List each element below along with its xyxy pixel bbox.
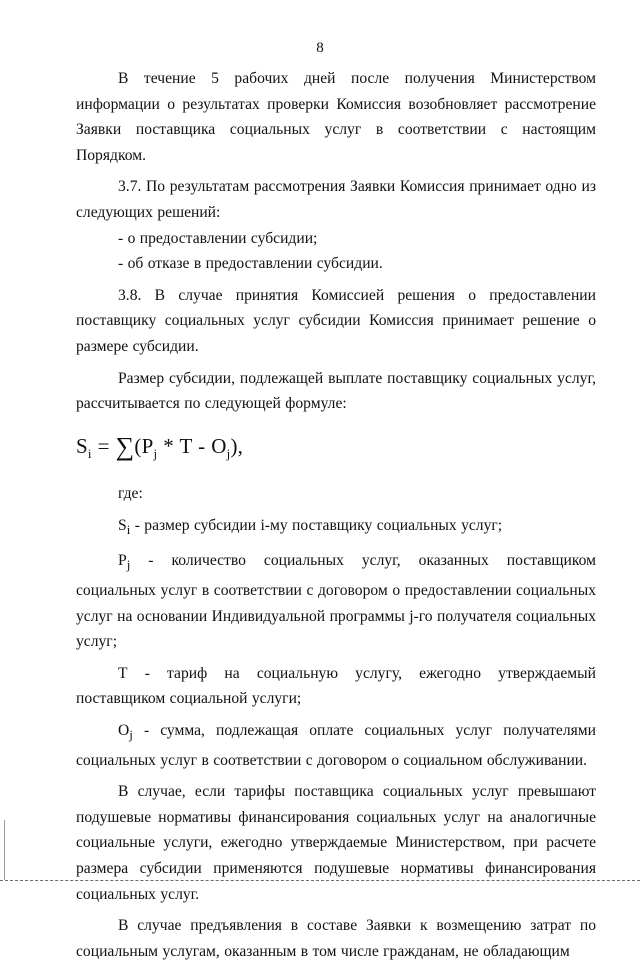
paragraph-cost-claim: В случае предъявления в составе Заявки к возмещению затрат по социальным услугам, оказанным в том числе гражданам, не обладающим (76, 917, 596, 960)
scan-bottom-edge (0, 880, 640, 881)
definition-oj: $O_j$ - сумма, подлежащая оплате социальных услуг получателями социальных услуг в соответствии с договором о социальном обслуживании. (76, 721, 596, 769)
paragraph-3-8: 3.8. В случае принятия Комиссией решения о предоставлении поставщику социальных услуг субсидии Комиссия принимает решение о размере субсидии. (76, 286, 596, 355)
formula-where-label: где: (118, 484, 143, 502)
paragraph-tariff-limit: В случае, если тарифы поставщика социальных услуг превышают подушевые нормативы финансирования социальных услуг на аналогичные социальные услуги, ежегодно утверждаемые Министерством, при расчете размера субсидии применяются подушевые нормативы финансирования социальных услуг. (76, 783, 596, 903)
document-body (76, 66, 596, 964)
definition-pj: $P_j$ - количество социальных услуг, оказанных поставщиком социальных услуг в соответствии с договором о предоставлении социальных услуг на основании Индивидуальной программы j-го получателя социальных услуг; (76, 552, 596, 651)
paragraph-subsidy-formula-intro: Размер субсидии, подлежащей выплате поставщику социальных услуг, рассчитывается по следующей формуле: (76, 369, 596, 413)
paragraph-review-resumption: В течение 5 рабочих дней после получения Министерством информации о результатах проверки Комиссия возобновляет рассмотрение Заявки поставщика социальных услуг в соответствии с настоящим Порядком. (76, 70, 596, 164)
decision-option-refusal: - об отказе в предоставлении субсидии. (118, 255, 383, 273)
sum-sign: ∑ (115, 431, 135, 461)
decision-option-grant: - о предоставлении субсидии; (118, 229, 318, 247)
page-number: 8 (316, 40, 324, 56)
paragraph-3-7: 3.7. По результатам рассмотрения Заявки Комиссия принимает одно из следующих решений: (76, 178, 596, 221)
scan-edge-mark (4, 820, 5, 880)
definition-si: $S_i$ - размер субсидии i-му поставщику социальных услуг; (118, 516, 503, 537)
subsidy-formula: $S_i = \sum(P_j * T - O_j)$, (76, 431, 244, 461)
definition-t: Т - тариф на социальную услугу, ежегодно утверждаемый поставщиком социальной услуги; (76, 664, 596, 708)
